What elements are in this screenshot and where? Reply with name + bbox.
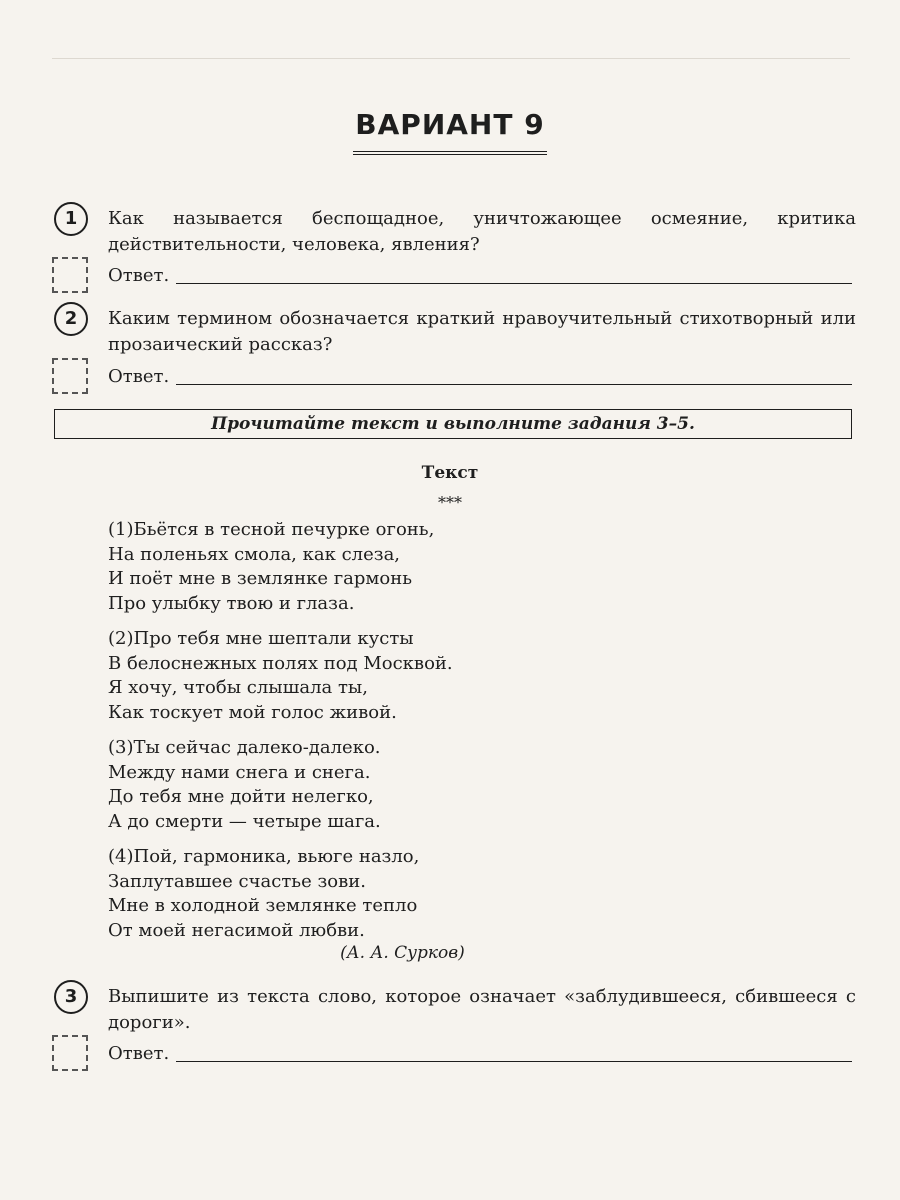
poem-stanza-2 (108, 627, 453, 725)
question-3-number: 3 (54, 980, 88, 1014)
question-3-answer-box[interactable] (52, 1035, 88, 1071)
poem-line: (2)Про тебя мне шептали кусты (108, 628, 414, 649)
poem-line: На поленьях смола, как слеза, (108, 543, 401, 565)
poem-stanza-1 (108, 518, 434, 616)
poem-stanza-4 (108, 845, 419, 943)
question-3-answer-label: Ответ. (108, 1043, 170, 1064)
question-1-answer-box[interactable] (52, 257, 88, 293)
question-2-number: 2 (54, 302, 88, 336)
question-2-answer-box[interactable] (52, 358, 88, 394)
poem-line: Мне в холодной землянке тепло (108, 895, 418, 916)
poem-author: (А. А. Сурков) (340, 943, 465, 963)
poem-line: Я хочу, чтобы слышала ты, (108, 677, 368, 698)
page-header-rule (52, 58, 850, 59)
poem-line: И поёт мне в землянке гармонь (108, 568, 413, 589)
question-1-number: 1 (54, 202, 88, 236)
question-3-answer-line[interactable] (176, 1061, 852, 1062)
variant-title-block (0, 108, 900, 155)
instruction-box: Прочитайте текст и выполните задания 3–5. (54, 409, 852, 439)
poem-line: В белоснежных полях под Москвой. (108, 652, 453, 674)
variant-title: ВАРИАНТ 9 (353, 108, 546, 155)
question-3-text: Выпишите из текста слово, которое означает «заблудившееся, сбившееся с дороги». (108, 986, 856, 1033)
poem-line: Про улыбку твою и глаза. (108, 592, 355, 614)
poem-line: Заплутавшее счастье зови. (108, 870, 366, 892)
poem-line: До тебя мне дойти нелегко, (108, 786, 374, 807)
poem-line: (3)Ты сейчас далеко-далеко. (108, 737, 381, 758)
question-2-answer-line[interactable] (176, 384, 852, 385)
question-1-text: Как называется беспощадное, уничтожающее осмеяние, критика действительности, человека, явления? (108, 208, 856, 255)
poem-stars: *** (438, 493, 462, 512)
poem-line: (4)Пой, гармоника, вьюге назло, (108, 846, 420, 867)
question-2-text: Каким термином обозначается краткий нравоучительный стихотворный или прозаический рассказ? (108, 308, 856, 355)
poem-line: Как тоскует мой голос живой. (108, 701, 397, 723)
poem-line: (1)Бьётся в тесной печурке огонь, (108, 519, 435, 540)
text-heading: Текст (421, 463, 479, 483)
question-1-answer-label: Ответ. (108, 265, 170, 286)
poem-line: От моей негасимой любви. (108, 919, 365, 941)
question-1-answer-line[interactable] (176, 283, 852, 284)
poem-line: А до смерти — четыре шага. (108, 810, 381, 832)
poem-line: Между нами снега и снега. (108, 761, 371, 783)
poem-stanza-3 (108, 736, 381, 834)
question-2-answer-label: Ответ. (108, 366, 170, 387)
